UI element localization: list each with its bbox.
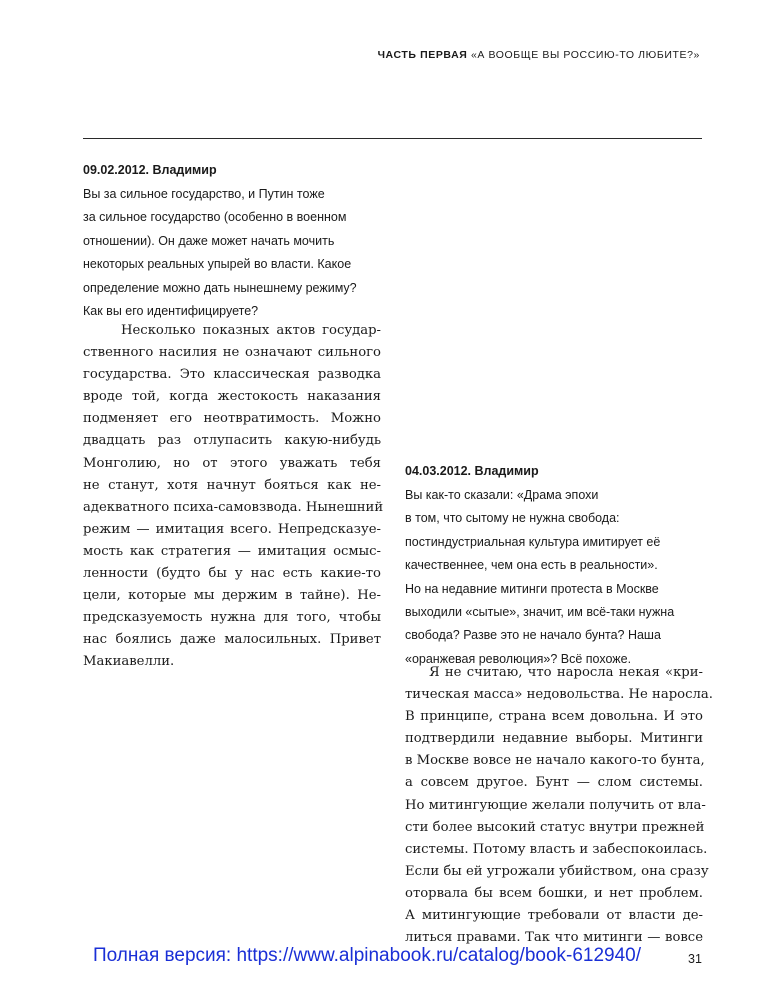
answer-line: тическая масса» недовольства. Не наросла.	[405, 687, 713, 703]
question-line: Как вы его идентифицируете?	[83, 304, 259, 319]
answer-line: нас боялись даже малосильных. Привет	[83, 632, 381, 648]
answer-line: режим — имитация всего. Непредсказуе-	[83, 521, 381, 537]
answer-line: Если бы ей угрожали убийством, она сразу	[405, 863, 709, 879]
header-rule	[83, 138, 702, 139]
answer-line: ленности (будто бы у нас есть какие-то	[83, 566, 381, 582]
question-line: постиндустриальная культура имитирует её	[405, 534, 661, 549]
answer-line: двадцать раз отлупасить какую-нибудь	[83, 433, 381, 449]
answer-line: вроде той, когда жестокость наказания	[83, 389, 381, 405]
question-line: «оранжевая революция»? Всё похоже.	[405, 651, 632, 666]
answer-line: мость как стратегия — имитация осмыс-	[83, 543, 381, 559]
answer-line: подтвердили недавние выборы. Митинги	[405, 731, 703, 747]
answer-block-2	[405, 662, 713, 949]
page-number: 31	[688, 952, 702, 966]
answer-line: сти более высокий статус внутри прежней	[405, 819, 705, 835]
question-line: качественнее, чем она есть в реальности».	[405, 558, 658, 573]
question-date-author: 09.02.2012. Владимир	[83, 163, 217, 177]
question-line: в том, что сытому не нужна свобода:	[405, 511, 620, 526]
answer-line: оторвала бы всем бошки, и нет проблем.	[405, 885, 703, 901]
question-line: определение можно дать нынешнему режиму?	[83, 280, 357, 295]
answer-line: подменяет его неотвратимость. Можно	[83, 411, 381, 427]
question-line: Но на недавние митинги протеста в Москве	[405, 581, 659, 596]
answer-line: Я не считаю, что наросла некая «кри-	[429, 665, 703, 680]
question-date-author: 04.03.2012. Владимир	[405, 464, 539, 478]
answer-line: В принципе, страна всем довольна. И это	[405, 709, 703, 725]
answer-line: адекватного психа-самовзвода. Нынешний	[83, 499, 384, 515]
question-line: Вы за сильное государство, и Путин тоже	[83, 187, 325, 201]
full-version-link[interactable]: Полная версия: https://www.alpinabook.ru/catalog/book-612940/	[93, 945, 642, 966]
answer-line: цели, которые мы держим в тайне). Не-	[83, 588, 381, 604]
running-header	[378, 49, 700, 61]
answer-line: а совсем другое. Бунт — слом системы.	[405, 775, 703, 791]
answer-line: ственного насилия не означают сильного	[83, 345, 381, 361]
answer-line: предсказуемость нужна для того, чтобы	[83, 610, 381, 626]
question-line: выходили «сытые», значит, им всё-таки нужна	[405, 605, 675, 620]
question-line: отношении). Он даже может начать мочить	[83, 233, 335, 248]
part-label: ЧАСТЬ ПЕРВАЯ	[377, 49, 468, 61]
answer-line: в Москве вовсе не начало какого-то бунта,	[405, 753, 705, 769]
question-line: Вы как-то сказали: «Драма эпохи	[405, 488, 599, 502]
question-line: за сильное государство (особенно в военном	[83, 210, 347, 225]
answer-line: А митингующие требовали от власти де-	[405, 908, 703, 924]
answer-line: системы. Потому власть и забеспокоилась.	[405, 841, 708, 857]
answer-line: Несколько показных актов государ-	[121, 323, 381, 338]
question-block-2	[405, 463, 674, 671]
part-title: «А ВООБЩЕ ВЫ РОССИЮ-ТО ЛЮБИТЕ?»	[470, 49, 700, 61]
answer-line: Но митингующие желали получить от вла-	[405, 797, 706, 813]
answer-line: государства. Это классическая разводка	[83, 367, 381, 383]
question-block-1	[83, 162, 357, 323]
answer-block-1	[83, 320, 384, 674]
question-line: некоторых реальных упырей во власти. Какое	[83, 257, 352, 272]
answer-line: Макиавелли.	[83, 654, 175, 670]
answer-line: не станут, хотя начнут бояться как не-	[83, 477, 381, 493]
question-line: свобода? Разве это не начало бунта? Наша	[405, 628, 661, 643]
answer-line: литься правами. Так что митинги — вовсе	[405, 930, 703, 946]
answer-line: Монголию, но от этого уважать тебя	[83, 455, 381, 471]
